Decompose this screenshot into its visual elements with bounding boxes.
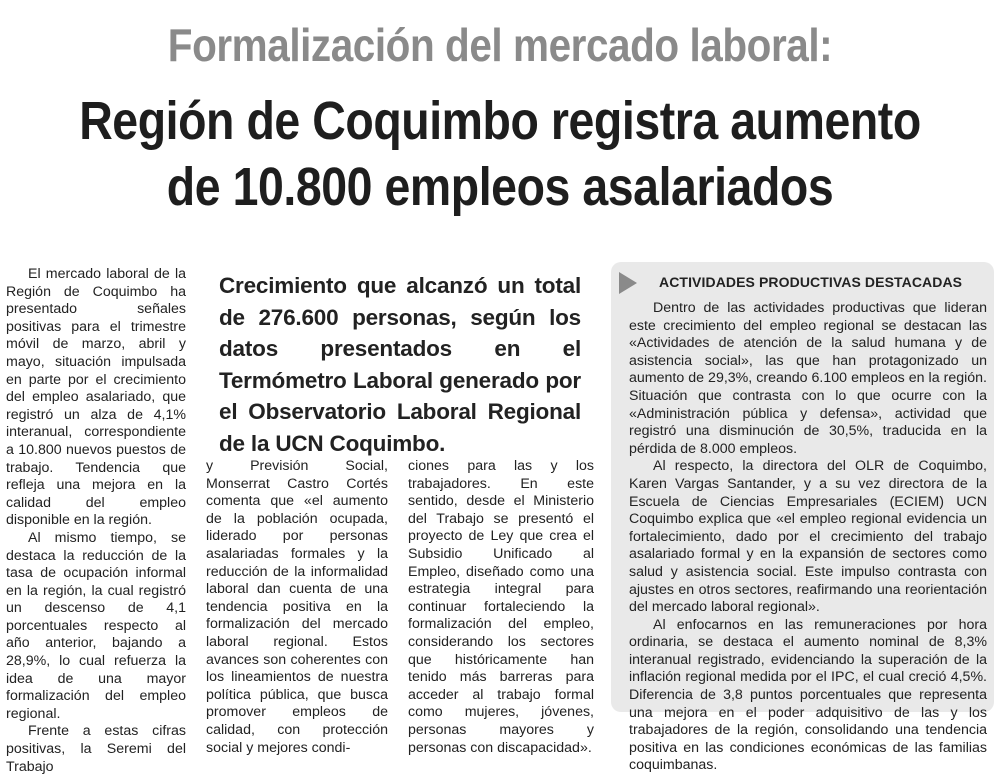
body-paragraph: Al mismo tiempo, se destaca la reducción de la tasa de ocupación informal en la región, la cual registró un descenso de 4,1 porcentuales respecto al año anterior, bajando a 28,9%, lo cual refuerza la idea de una mayor formalización del empleo regional. xyxy=(6,529,186,722)
sidebar-paragraph: Al respecto, la directora del OLR de Coquimbo, Karen Vargas Santander, y a su vez directora de la Escuela de Ciencias Empresariales (ECIEM) UCN Coquimbo explica que «el empleo regional evidencia un fortalecimiento, dado por el crecimiento del trabajo asalariado formal y en la expansión de sectores como salud y asistencia social. Este impulso contrasta con ajustes en otros sectores, reafirmando una reorientación del mercado laboral regional». xyxy=(629,458,987,616)
headline-line: de 10.800 empleos asalariados xyxy=(166,157,834,217)
sidebar-title: ACTIVIDADES PRODUCTIVAS DESTACADAS xyxy=(659,274,963,290)
body-paragraph: El mercado laboral de la Región de Coquimbo ha presentado señales positivas para el trimestre móvil de marzo, abril y mayo, situación impulsada en parte por el crecimiento del empleo asalariado, que registró un alza de 4,1% interanual, correspondiente a 10.800 nuevos puestos de trabajo. Tendencia que refleja una mejora en la calidad del empleo disponible en la región. xyxy=(6,266,186,529)
body-column-1 xyxy=(6,266,186,776)
sidebar-paragraph: Dentro de las actividades productivas que lideran este crecimiento del empleo regional se destacan las «Actividades de atención de la salud humana y de asistencia social», las que han protagonizado un aumento de 29,3%, creando 6.100 empleos en la región. Situación que contrasta con lo que ocurre con la «Administración pública y defensa», actividad que registró una disminución de 30,5%, traducida en la pérdida de 8.000 empleos. xyxy=(629,300,987,457)
body-paragraph: Frente a estas cifras positivas, la Seremi del Trabajo xyxy=(6,723,186,775)
sidebar-body xyxy=(629,300,987,775)
body-column-3: ciones para las y los trabajadores. En este sentido, desde el Ministerio del Trabajo se presentó el proyecto de Ley que crea el Subsidio Unificado al Empleo, diseñado como una estrategia integral para continuar fortaleciendo la formalización del empleo, considerando los sectores que históricamente han tenido más barreras para acceder al trabajo formal como mujeres, jóvenes, personas mayores y personas con discapacidad». xyxy=(408,458,594,756)
body-column-2: y Previsión Social, Monserrat Castro Cortés comenta que «el aumento de la población ocupada, liderado por personas asalariadas formales y la reducción de la informalidad laboral dan cuenta de una tendencia positiva en la formalización del mercado laboral regional. Estos avances son coherentes con los lineamientos de nuestra política pública, que busca promover empleos de calidad, con protección social y mejores condi- xyxy=(206,458,388,756)
article-lead: Crecimiento que alcanzó un total de 276.600 personas, según los datos presentados en el Termómetro Laboral generado por el Observatorio Laboral Regional de la UCN Coquimbo. xyxy=(219,273,581,456)
article-headline xyxy=(0,88,1000,220)
article-kicker: Formalización del mercado laboral: xyxy=(167,19,833,71)
sidebar-paragraph: Al enfocarnos en las remuneraciones por hora ordinaria, se destaca el aumento nominal de 8,3% interanual registrado, evidenciando la superación de la inflación regional medida por el IPC, el cual creció 4,5%. Diferencia de 3,8 puntos porcentuales que representa una mejora en el poder adquisitivo de las y los trabajadores de la región, consolidando una tendencia positiva en las condiciones económicas de las familias coquimbanas. xyxy=(629,616,987,774)
headline-line: Región de Coquimbo registra aumento xyxy=(79,91,921,151)
triangle-bullet-icon xyxy=(619,272,637,294)
sidebar-box xyxy=(611,262,994,774)
